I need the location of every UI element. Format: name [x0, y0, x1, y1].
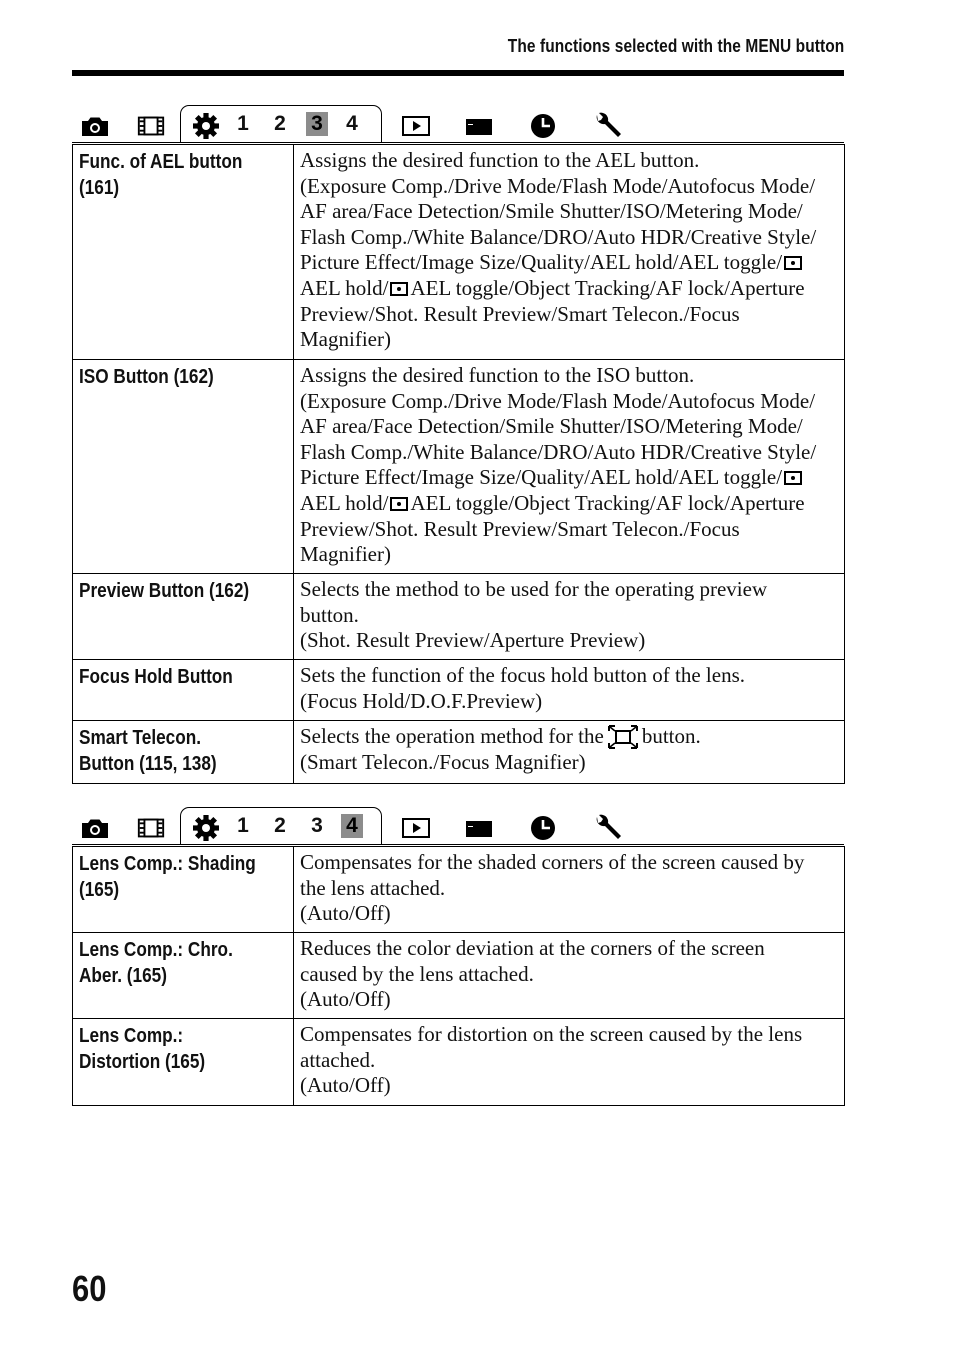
menu-item-name: Lens Comp.: Chro. Aber. (165)	[73, 933, 294, 1019]
menu-item-name: Func. of AEL button (161)	[73, 145, 294, 360]
spot-metering-icon	[784, 256, 802, 270]
table-row	[73, 660, 845, 721]
menu-item-description: Selects the method to be used for the operating preview button. (Shot. Result Preview/Aperture Preview)	[294, 574, 845, 660]
spot-metering-icon	[390, 282, 408, 296]
tab-1[interactable]: 1	[237, 814, 249, 837]
wrench-icon[interactable]	[592, 815, 622, 841]
tab-3-selected[interactable]: 3	[306, 112, 328, 136]
menu-item-description: Compensates for distortion on the screen caused by the lens attached. (Auto/Off)	[294, 1019, 845, 1106]
clock-icon[interactable]	[528, 815, 558, 841]
wrench-icon[interactable]	[592, 113, 622, 139]
header-rule	[72, 70, 844, 76]
tab-bar-baseline	[72, 142, 844, 143]
tab-2[interactable]: 2	[274, 112, 286, 135]
menu-item-description: Assigns the desired function to the AEL button. (Exposure Comp./Drive Mode/Flash Mode/Autofocus Mode/ AF area/Face Detection/Smile Shutter/ISO/Metering Mode/ Flash Comp./White Balance/DRO/Auto HDR/Creative Style/ Picture Effect/Image Size/Quality/AEL hold/AEL toggle/ AEL hold/ AEL toggle/Object Tracking/AF lock/Aperture Preview/Shot. Result Preview/Smart Telecon./Focus Magnifier)	[294, 145, 845, 360]
menu-item-description: Sets the function of the focus hold button of the lens. (Focus Hold/D.O.F.Preview)	[294, 660, 845, 721]
menu-item-description: Reduces the color deviation at the corners of the screen caused by the lens attached. (Auto/Off)	[294, 933, 845, 1019]
menu-tab-bar	[72, 105, 844, 143]
table-row	[73, 721, 845, 784]
menu-item-name: Lens Comp.: Distortion (165)	[73, 1019, 294, 1106]
tab-4[interactable]: 4	[346, 112, 358, 135]
tab-1[interactable]: 1	[237, 112, 249, 135]
table-row	[73, 145, 845, 360]
menu-table-custom-3	[72, 144, 845, 784]
clock-icon[interactable]	[528, 113, 558, 139]
table-row	[73, 1019, 845, 1106]
table-row	[73, 847, 845, 933]
menu-tab-bar	[72, 807, 844, 845]
menu-item-description: Compensates for the shaded corners of the screen caused by the lens attached. (Auto/Off)	[294, 847, 845, 933]
spot-metering-icon	[784, 471, 802, 485]
menu-item-name: Smart Telecon. Button (115, 138)	[73, 721, 294, 784]
camera-icon[interactable]	[80, 815, 110, 841]
menu-table-custom-4	[72, 846, 845, 1106]
spot-metering-icon	[390, 497, 408, 511]
playback-icon[interactable]	[401, 815, 431, 841]
smart-telecon-icon	[608, 725, 638, 749]
memory-card-icon[interactable]	[464, 815, 494, 841]
tab-2[interactable]: 2	[274, 814, 286, 837]
menu-item-description: Selects the operation method for the button. (Smart Telecon./Focus Magnifier)	[294, 721, 845, 784]
menu-item-description: Assigns the desired function to the ISO button. (Exposure Comp./Drive Mode/Flash Mode/Autofocus Mode/ AF area/Face Detection/Smile Shutter/ISO/Metering Mode/ Flash Comp./White Balance/DRO/Auto HDR/Creative Style/ Picture Effect/Image Size/Quality/AEL hold/AEL toggle/ AEL hold/ AEL toggle/Object Tracking/AF lock/Aperture Preview/Shot. Result Preview/Smart Telecon./Focus Magnifier)	[294, 360, 845, 574]
gear-icon[interactable]	[191, 815, 221, 841]
table-row	[73, 360, 845, 574]
tab-3[interactable]: 3	[311, 814, 323, 837]
table-row	[73, 574, 845, 660]
menu-item-name: Lens Comp.: Shading (165)	[73, 847, 294, 933]
menu-item-name: Preview Button (162)	[73, 574, 294, 660]
movie-icon[interactable]	[136, 815, 166, 841]
playback-icon[interactable]	[401, 113, 431, 139]
movie-icon[interactable]	[136, 113, 166, 139]
table-row	[73, 933, 845, 1019]
page-number: 60	[72, 1268, 107, 1309]
tab-4-selected[interactable]: 4	[341, 814, 363, 838]
gear-icon[interactable]	[191, 113, 221, 139]
tab-bar-baseline	[72, 844, 844, 845]
menu-item-name: Focus Hold Button	[73, 660, 294, 721]
camera-icon[interactable]	[80, 113, 110, 139]
menu-item-name: ISO Button (162)	[73, 360, 294, 574]
memory-card-icon[interactable]	[464, 113, 494, 139]
page-header-title: The functions selected with the MENU button	[507, 36, 844, 56]
